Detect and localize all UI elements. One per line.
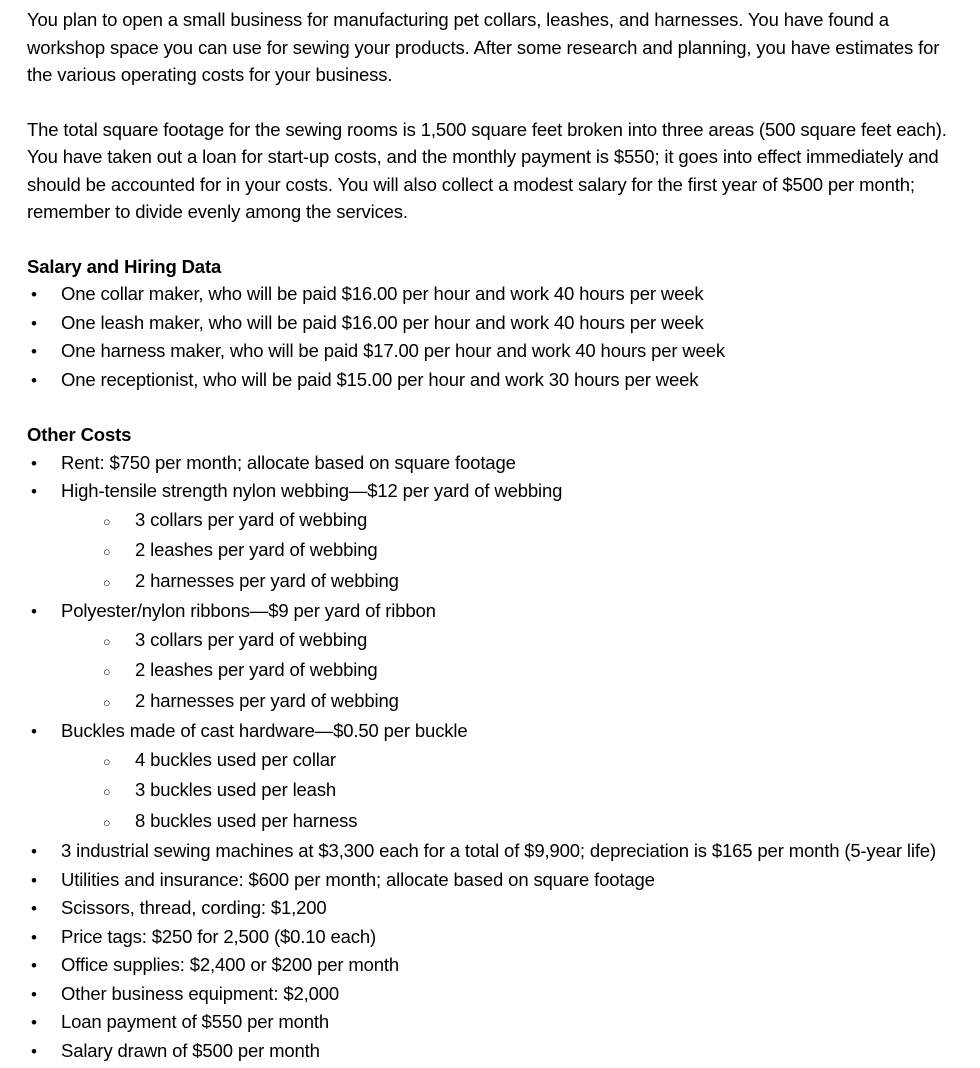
bullet-icon: • <box>31 956 37 975</box>
sub-list-item <box>102 746 953 777</box>
bullet-icon: • <box>31 482 37 501</box>
circle-bullet-icon: ○ <box>103 815 111 830</box>
bullet-icon: • <box>31 842 37 861</box>
list-item-text: One receptionist, who will be paid $15.00 per hour and work 30 hours per week <box>61 368 699 390</box>
section-heading-other-costs: Other Costs <box>27 424 132 445</box>
bullet-icon: • <box>31 313 37 333</box>
circle-bullet-icon: ○ <box>103 695 111 710</box>
list-item-text: Other business equipment: $2,000 <box>61 982 340 1004</box>
bullet-icon: • <box>31 1013 37 1032</box>
bullet-icon: • <box>31 984 37 1004</box>
sub-list-item-text: 2 leashes per yard of webbing <box>135 659 378 680</box>
bullet-icon: • <box>31 602 37 621</box>
sub-list-item-text: 3 collars per yard of webbing <box>135 628 368 650</box>
list-item <box>27 280 953 309</box>
list-item <box>27 477 953 506</box>
list-item <box>27 980 953 1009</box>
sub-list-item-text: 2 harnesses per yard of webbing <box>135 689 399 711</box>
list-item-text: Office supplies: $2,400 or $200 per month <box>61 954 400 975</box>
list-item-text: Salary drawn of $500 per month <box>61 1039 320 1061</box>
circle-bullet-icon: ○ <box>103 665 111 679</box>
list-item <box>27 1008 953 1037</box>
sub-list-item <box>102 807 953 838</box>
list-item <box>27 866 953 895</box>
list-item <box>27 717 953 746</box>
list-item <box>27 449 953 478</box>
other-costs-bullet-list <box>27 449 953 1066</box>
bullet-icon: • <box>31 342 37 361</box>
list-item <box>27 597 953 626</box>
intro-paragraph-2: The total square footage for the sewing rooms is 1,500 square feet broken into three areas (500 square feet each). You have taken out a loan for start-up costs, and the monthly payment is $550; it goes into effect immediately and should be accounted for in your costs. You will also collect a modest salary for the first year of $500 per month; remember to divide evenly among the services. <box>27 118 947 222</box>
list-item-text: Price tags: $250 for 2,500 ($0.10 each) <box>61 925 377 947</box>
bullet-icon: • <box>31 1041 37 1061</box>
list-item-text: Scissors, thread, cording: $1,200 <box>61 897 327 918</box>
section-heading-salary-and-hiring-data: Salary and Hiring Data <box>27 255 222 277</box>
list-item <box>27 1037 953 1066</box>
list-item-text: 3 industrial sewing machines at $3,300 each for a total of $9,900; depreciation is $165 per month (5-year life) <box>61 840 936 861</box>
list-item <box>27 923 953 952</box>
bullet-icon: • <box>31 370 37 390</box>
list-item <box>27 309 953 338</box>
list-item-text: Polyester/nylon ribbons—$9 per yard of ribbon <box>61 600 436 621</box>
list-item <box>27 366 953 395</box>
sub-list-item-text: 3 collars per yard of webbing <box>135 508 368 530</box>
list-item <box>27 837 953 866</box>
sub-list-item <box>102 656 953 687</box>
sub-list-item <box>102 626 953 657</box>
list-item-text: One collar maker, who will be paid $16.00 per hour and work 40 hours per week <box>61 283 704 304</box>
sub-list-item <box>102 567 953 598</box>
circle-bullet-icon: ○ <box>103 545 111 559</box>
list-item-text: Utilities and insurance: $600 per month; allocate based on square footage <box>61 868 655 890</box>
sub-list-item-text: 2 leashes per yard of webbing <box>135 539 378 560</box>
circle-bullet-icon: ○ <box>103 634 111 649</box>
sub-list-item <box>102 536 953 567</box>
sub-list-item <box>102 687 953 718</box>
sub-list-item-text: 8 buckles used per harness <box>135 809 358 831</box>
list-item-text: One leash maker, who will be paid $16.00 per hour and work 40 hours per week <box>61 311 704 333</box>
list-item-text: High-tensile strength nylon webbing—$12 per yard of webbing <box>61 480 563 501</box>
list-item-text: One harness maker, who will be paid $17.00 per hour and work 40 hours per week <box>61 340 725 361</box>
list-item <box>27 894 953 923</box>
circle-bullet-icon: ○ <box>103 514 111 529</box>
circle-bullet-icon: ○ <box>103 785 111 799</box>
bullet-icon: • <box>31 899 37 918</box>
list-item-text: Rent: $750 per month; allocate based on square footage <box>61 451 516 473</box>
intro-paragraph-1: You plan to open a small business for manufacturing pet collars, leashes, and harnesses. You have found a workshop space you can use for sewing your products. After some research and planning, you have estimates for the various operating costs for your business. <box>27 9 940 85</box>
sub-list-item <box>102 506 953 537</box>
bullet-icon: • <box>31 722 37 741</box>
bullet-icon: • <box>31 285 37 304</box>
list-item <box>27 337 953 366</box>
sub-list-item <box>102 776 953 807</box>
sub-list-item-text: 2 harnesses per yard of webbing <box>135 569 399 591</box>
bullet-icon: • <box>31 927 37 947</box>
circle-bullet-icon: ○ <box>103 754 111 769</box>
bullet-icon: • <box>31 453 37 473</box>
circle-bullet-icon: ○ <box>103 575 111 590</box>
sub-list-item-text: 3 buckles used per leash <box>135 779 337 800</box>
list-item-text: Loan payment of $550 per month <box>61 1011 330 1032</box>
list-item <box>27 951 953 980</box>
bullet-icon: • <box>31 870 37 890</box>
salary-bullet-list <box>27 280 953 394</box>
sub-list-item-text: 4 buckles used per collar <box>135 748 336 770</box>
list-item-text: Buckles made of cast hardware—$0.50 per buckle <box>61 720 468 741</box>
